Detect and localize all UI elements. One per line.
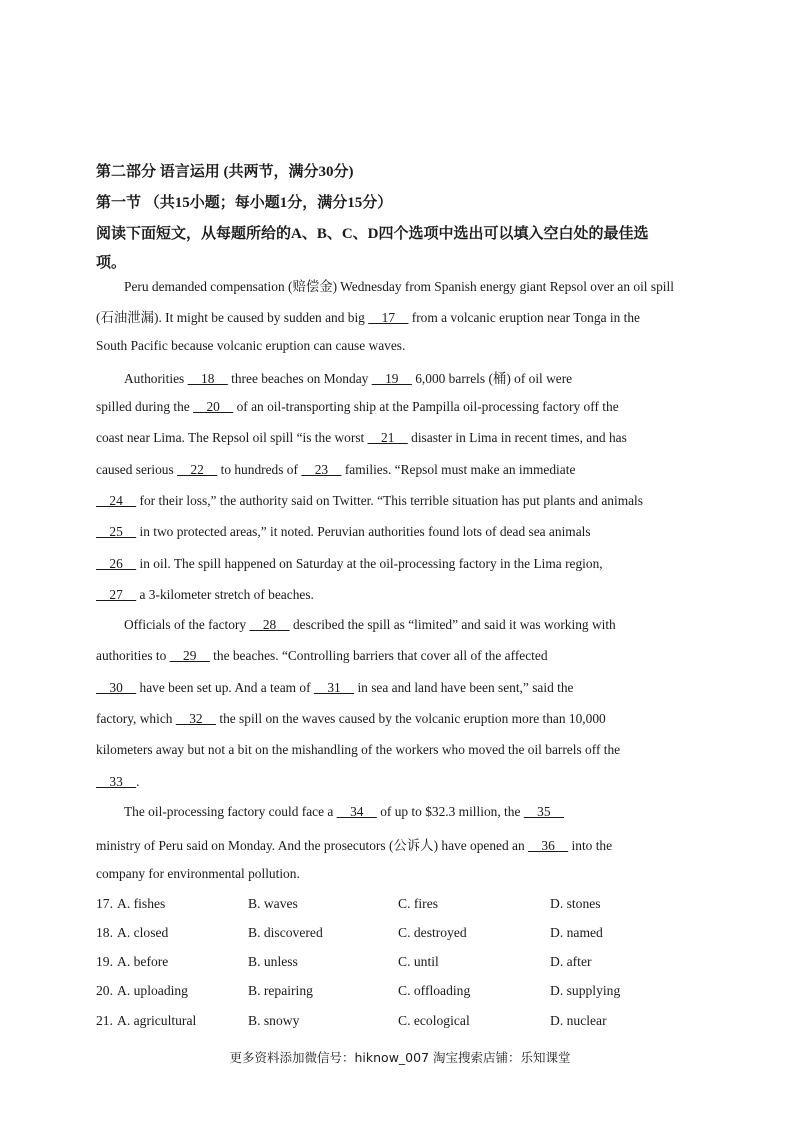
passage-text: to hundreds of [217, 462, 302, 477]
option-c: C. destroyed [398, 925, 467, 940]
blank-32: 32 [175, 711, 216, 726]
passage-text: have been set up. And a team of [136, 680, 314, 695]
passage-text: . [136, 774, 140, 789]
blank-23: 23 [301, 462, 342, 477]
blank-22: 22 [177, 462, 218, 477]
passage-text: in oil. The spill happened on Saturday at the oil-processing factory in the Lima region, [136, 556, 603, 571]
blank-35: 35 [523, 804, 564, 819]
option-c: C. ecological [398, 1013, 470, 1028]
passage-text: of an oil-transporting ship at the Pampilla oil-processing factory off the [233, 399, 619, 414]
question-number: 19. [96, 954, 113, 969]
option-a: A. fishes [117, 896, 166, 911]
option-b: B. repairing [248, 983, 313, 998]
passage-line [124, 804, 734, 820]
passage-line: Peru demanded compensation (赔偿金) Wednesday from Spanish energy giant Repsol over an oil spill [124, 279, 674, 294]
passage-line [96, 648, 706, 664]
option-d: D. stones [550, 896, 601, 911]
passage-text: disaster in Lima in recent times, and has [407, 430, 627, 445]
option-b: B. waves [248, 896, 298, 911]
blank-20: 20 [193, 399, 234, 414]
blank-34: 34 [336, 804, 377, 819]
passage-text: for their loss,” the authority said on Twitter. “This terrible situation has put plants and animals [136, 493, 643, 508]
blank-27: 27 [96, 587, 137, 602]
option-c: C. until [398, 954, 439, 969]
option-a: A. before [117, 954, 169, 969]
blank-29: 29 [169, 648, 210, 663]
passage-text: ministry of Peru said on Monday. And the prosecutors (公诉人) have opened an [96, 838, 529, 853]
heading-part: 第二部分 语言运用 (共两节，满分30分) [96, 164, 354, 180]
option-c: C. offloading [398, 983, 471, 998]
option-d: D. supplying [550, 983, 621, 998]
option-a: A. agricultural [117, 1013, 197, 1028]
blank-19: 19 [371, 371, 412, 386]
footer-note: 更多资料添加微信号：hiknow_007 淘宝搜索店铺：乐知课堂 [229, 1050, 571, 1065]
blank-24: 24 [96, 493, 137, 508]
passage-line: South Pacific because volcanic eruption can cause waves. [96, 338, 406, 353]
passage-text: described the spill as “limited” and said it was working with [289, 617, 616, 632]
passage-text: 6,000 barrels (桶) of oil were [411, 371, 573, 386]
passage-line [96, 430, 706, 446]
blank-31: 31 [313, 680, 355, 695]
option-b: B. snowy [248, 1013, 300, 1028]
passage-text: of up to $32.3 million, the [376, 804, 524, 819]
instruction-line-2: 项。 [96, 255, 127, 271]
passage-line [96, 556, 706, 572]
passage-text: coast near Lima. The Repsol oil spill “is the worst [96, 430, 368, 445]
passage-text: Officials of the factory [124, 617, 250, 632]
option-d: D. named [550, 925, 603, 940]
passage-text: into the [568, 838, 613, 853]
option-b: B. discovered [248, 925, 323, 940]
option-a: A. uploading [117, 983, 188, 998]
passage-text: from a volcanic eruption near Tonga in the [408, 310, 640, 325]
blank-21: 21 [367, 430, 408, 445]
passage-text: a 3-kilometer stretch of beaches. [136, 587, 314, 602]
passage-text: The oil-processing factory could face a [124, 804, 337, 819]
heading-section: 第一节 （共15小题；每小题1分，满分15分） [96, 195, 393, 211]
passage-line [96, 493, 706, 509]
passage-line [96, 462, 706, 478]
question-number: 21. [96, 1013, 113, 1028]
passage-text: in sea and land have been sent,” said the [354, 680, 574, 695]
passage-line [96, 307, 706, 326]
passage-text: spilled during the [96, 399, 194, 414]
passage-text: the beaches. “Controlling barriers that cover all of the affected [209, 648, 548, 663]
passage-text: Authorities [124, 371, 188, 386]
passage-text: the spill on the waves caused by the volcanic eruption more than 10,000 [216, 711, 606, 726]
option-c: C. fires [398, 896, 439, 911]
passage-text: in two protected areas,” it noted. Peruvian authorities found lots of dead sea animals [136, 524, 591, 539]
blank-18: 18 [187, 371, 228, 386]
passage-line: company for environmental pollution. [96, 866, 300, 881]
blank-30: 30 [96, 680, 137, 695]
passage-text: factory, which [96, 711, 176, 726]
option-d: D. nuclear [550, 1013, 607, 1028]
option-b: B. unless [248, 954, 298, 969]
passage-text: authorities to [96, 648, 170, 663]
passage-line [124, 617, 734, 633]
passage-line [96, 524, 706, 540]
question-number: 18. [96, 925, 113, 940]
passage-text: (石油泄漏). It might be caused by sudden and big [96, 310, 369, 325]
option-a: A. closed [117, 925, 169, 940]
passage-line [124, 368, 734, 387]
blank-17: 17 [368, 310, 409, 325]
option-d: D. after [550, 954, 592, 969]
passage-text: three beaches on Monday [227, 371, 372, 386]
passage-line [96, 587, 706, 603]
passage-line [96, 399, 706, 415]
blank-33: 33 [96, 774, 137, 789]
blank-26: 26 [96, 556, 137, 571]
passage-text: caused serious [96, 462, 178, 477]
question-number: 20. [96, 983, 113, 998]
blank-36: 36 [528, 838, 569, 853]
passage-text: families. “Repsol must make an immediate [341, 462, 576, 477]
instruction-line-1: 阅读下面短文，从每题所给的A、B、C、D四个选项中选出可以填入空白处的最佳选 [96, 226, 649, 242]
passage-line [96, 711, 706, 727]
blank-25: 25 [96, 524, 137, 539]
passage-line: kilometers away but not a bit on the mishandling of the workers who moved the oil barrels off the [96, 742, 621, 757]
passage-line [96, 835, 706, 854]
question-number: 17. [96, 896, 113, 911]
passage-line [96, 774, 706, 790]
passage-line [96, 680, 706, 696]
blank-28: 28 [249, 617, 290, 632]
